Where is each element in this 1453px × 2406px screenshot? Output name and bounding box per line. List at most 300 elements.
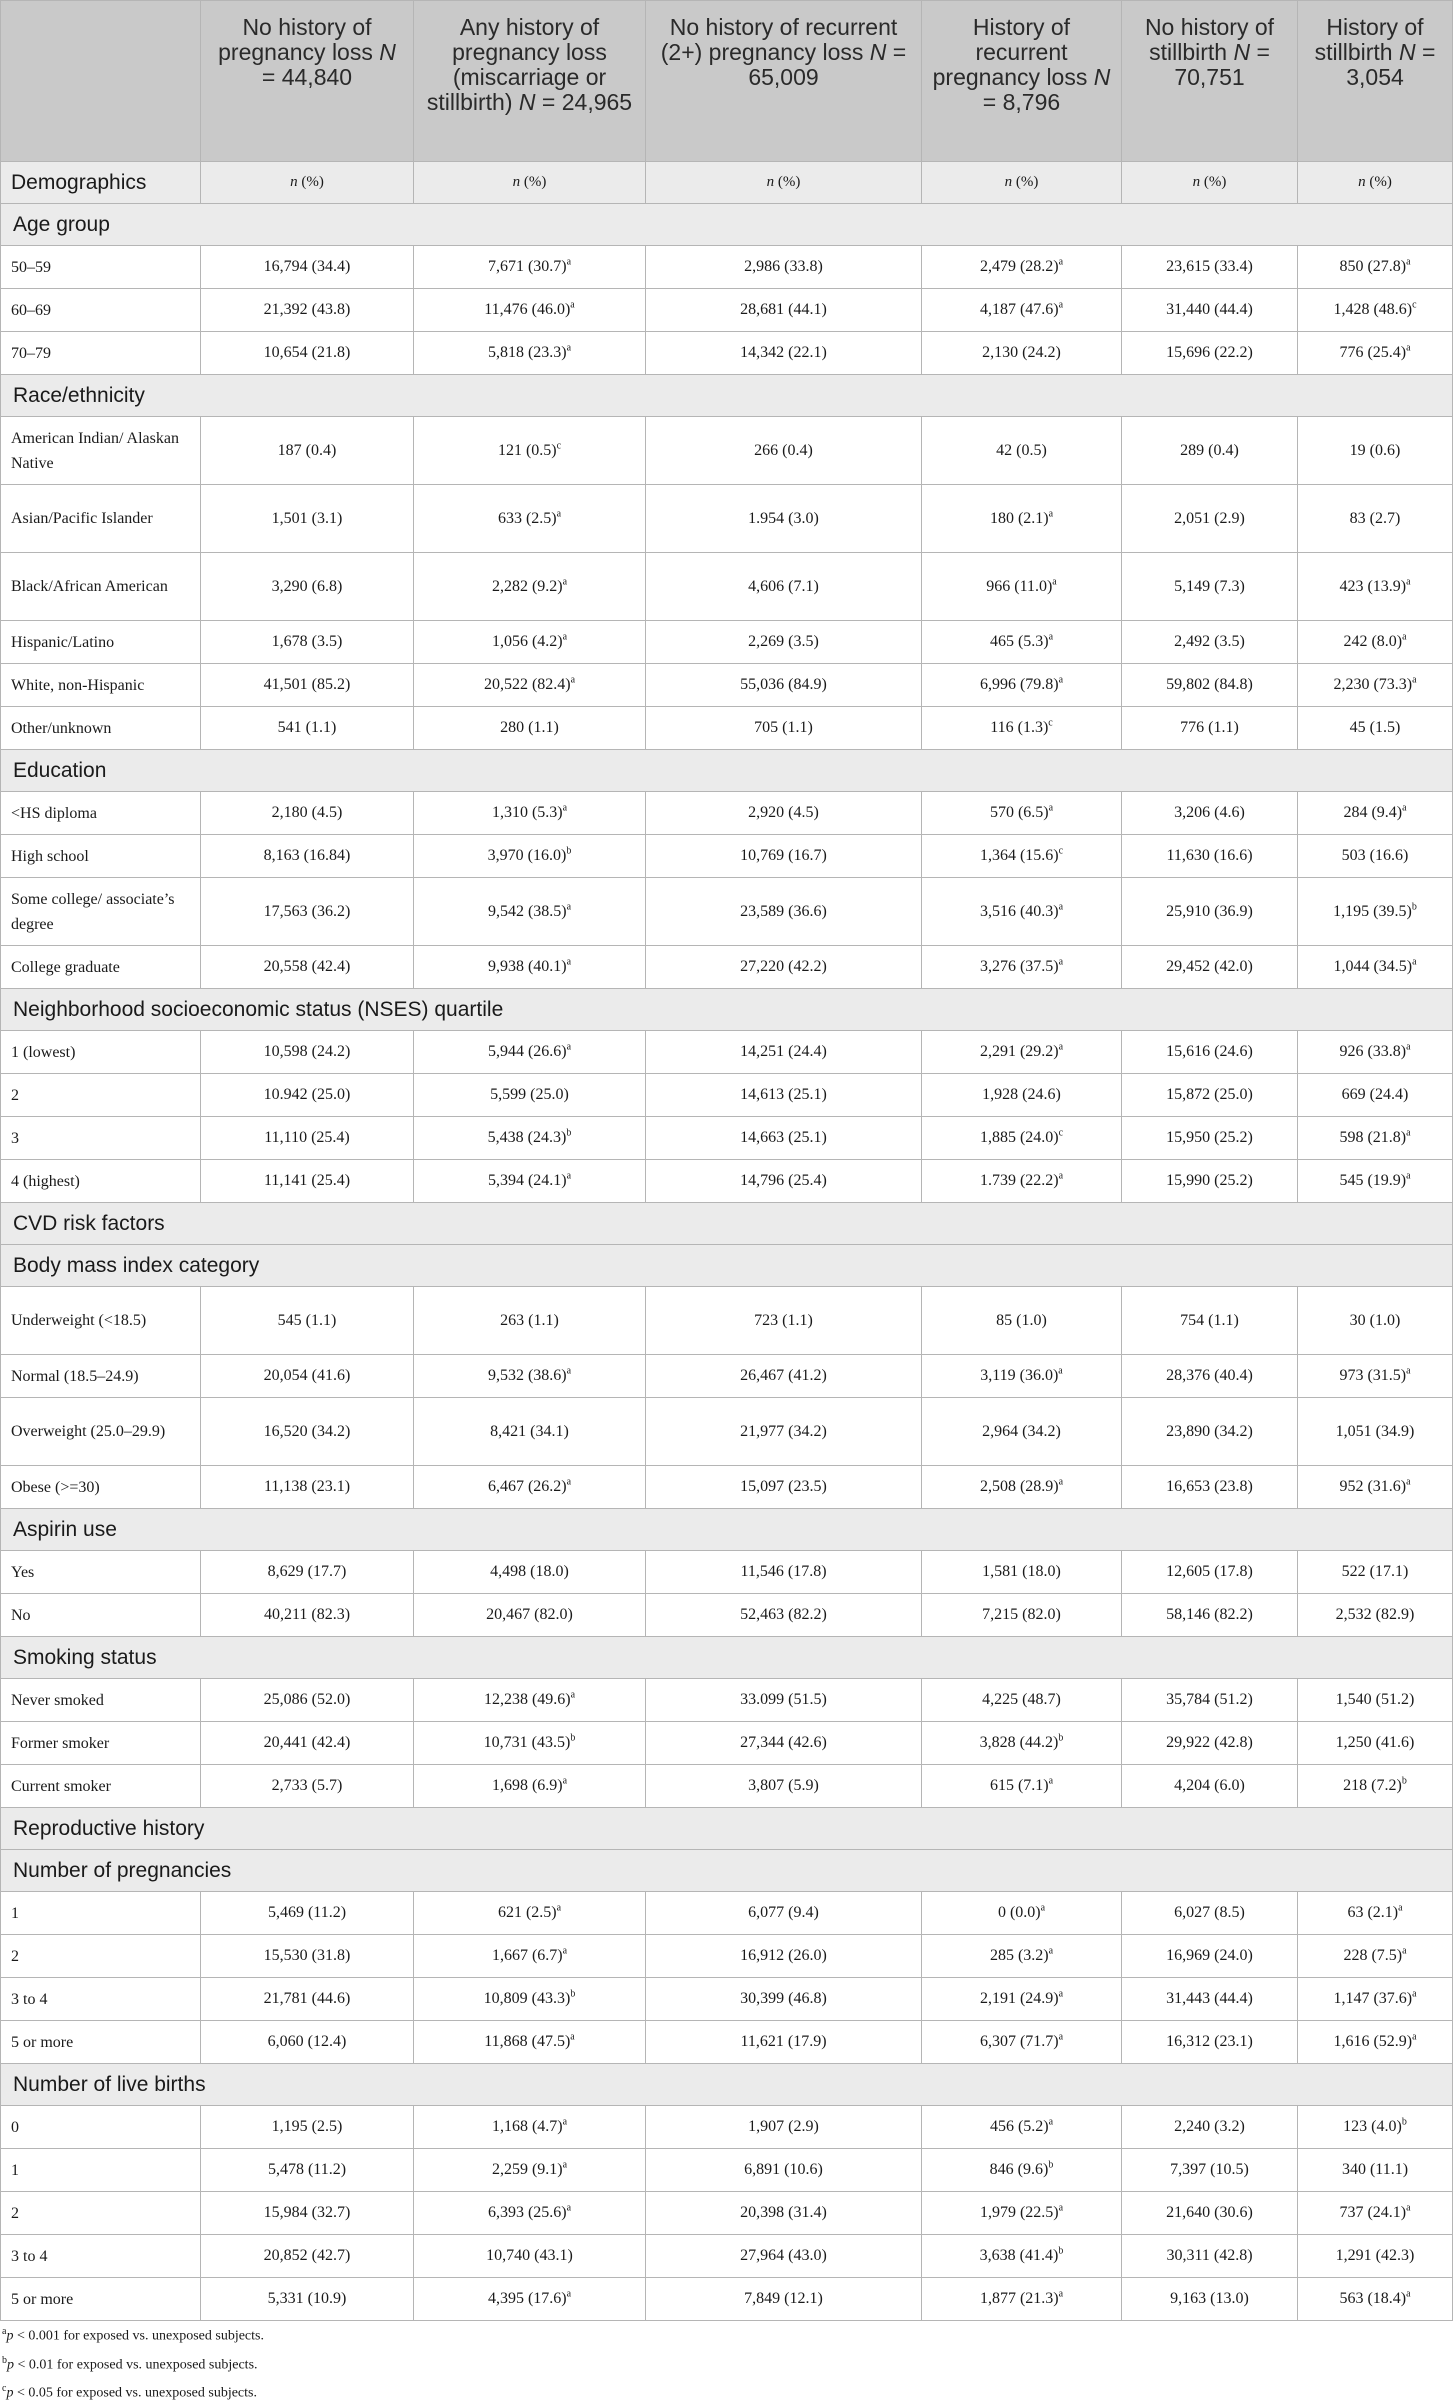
value-cell bbox=[1298, 2235, 1453, 2278]
value-cell bbox=[922, 2192, 1122, 2235]
value-cell bbox=[1298, 1160, 1453, 1203]
significance-mark: c bbox=[1058, 1127, 1064, 1139]
table-row bbox=[1, 1466, 1453, 1509]
cell-value: 2,479 (28.2) bbox=[979, 258, 1059, 275]
section-row bbox=[1, 204, 1453, 246]
table-row bbox=[1, 946, 1453, 989]
cell-value: 29,922 (42.8) bbox=[1166, 1734, 1253, 1751]
value-cell bbox=[646, 835, 922, 878]
significance-mark: a bbox=[1406, 2288, 1411, 2300]
cell-value: 2,492 (3.5) bbox=[1174, 633, 1245, 650]
cell-value: 1,044 (34.5) bbox=[1333, 958, 1413, 975]
value-cell bbox=[201, 2021, 414, 2064]
value-cell bbox=[1122, 1074, 1298, 1117]
value-cell bbox=[1122, 2192, 1298, 2235]
cell-value: 266 (0.4) bbox=[754, 441, 813, 459]
significance-mark: a bbox=[1058, 2202, 1064, 2214]
cell-value: 19 (0.6) bbox=[1349, 441, 1401, 459]
value-cell bbox=[1298, 417, 1453, 485]
cell-value: 55,036 (84.9) bbox=[740, 676, 827, 693]
table-row bbox=[1, 2192, 1453, 2235]
value-cell bbox=[1122, 621, 1298, 664]
value-cell bbox=[1122, 2149, 1298, 2192]
cell-value: 16,794 (34.4) bbox=[263, 258, 351, 275]
cell-value: 11,138 (23.1) bbox=[263, 1478, 351, 1495]
value-cell bbox=[414, 1074, 646, 1117]
value-cell bbox=[201, 1765, 414, 1808]
subheader-n-pct bbox=[922, 162, 1122, 204]
significance-mark: a bbox=[1402, 631, 1407, 643]
n-symbol: n bbox=[1004, 174, 1013, 190]
cell-value: 1,979 (22.5) bbox=[979, 2204, 1059, 2221]
column-n-value: = 70,751 bbox=[1174, 39, 1270, 90]
cell-value: 20,441 (42.4) bbox=[263, 1734, 351, 1751]
value-cell bbox=[646, 1287, 922, 1355]
value-cell bbox=[646, 1551, 922, 1594]
value-cell bbox=[646, 2278, 922, 2321]
n-symbol: n bbox=[1358, 174, 1366, 190]
table-row bbox=[1, 1287, 1453, 1355]
footnote-mark: c bbox=[2, 2383, 7, 2395]
significance-mark: a bbox=[566, 1476, 572, 1488]
significance-mark: a bbox=[1406, 1127, 1411, 1139]
row-label: 1 bbox=[1, 2149, 201, 2192]
row-label: Yes bbox=[1, 1551, 201, 1594]
cell-value: 180 (2.1) bbox=[989, 509, 1049, 527]
value-cell bbox=[1122, 1722, 1298, 1765]
value-cell bbox=[1298, 1594, 1453, 1637]
significance-mark: a bbox=[1058, 1041, 1064, 1053]
cell-value: 242 (8.0) bbox=[1343, 633, 1403, 650]
cell-value: 116 (1.3) bbox=[990, 719, 1049, 736]
table-row bbox=[1, 1355, 1453, 1398]
value-cell bbox=[646, 1466, 922, 1509]
cell-value: 633 (2.5) bbox=[497, 509, 557, 527]
table-row bbox=[1, 2278, 1453, 2321]
value-cell bbox=[1298, 553, 1453, 621]
row-label: High school bbox=[1, 835, 201, 878]
subheader-label: Demographics bbox=[1, 162, 201, 204]
cell-value: 9,938 (40.1) bbox=[487, 958, 567, 975]
column-header-label: Any history of pregnancy loss (miscarriage or stillbirth) bbox=[426, 14, 607, 115]
column-header-1 bbox=[201, 1, 414, 162]
cell-value: 966 (11.0) bbox=[986, 577, 1053, 595]
cell-value: 83 (2.7) bbox=[1349, 509, 1401, 527]
cell-value: 23,589 (36.6) bbox=[740, 902, 827, 920]
pct-symbol: (%) bbox=[1012, 174, 1039, 190]
cell-value: 846 (9.6) bbox=[989, 2161, 1049, 2178]
value-cell bbox=[1122, 332, 1298, 375]
table-row bbox=[1, 1978, 1453, 2021]
value-cell bbox=[1122, 664, 1298, 707]
cell-value: 1,907 (2.9) bbox=[748, 2118, 819, 2135]
table-row bbox=[1, 1892, 1453, 1935]
value-cell bbox=[201, 2149, 414, 2192]
table-row bbox=[1, 664, 1453, 707]
cell-value: 11,630 (16.6) bbox=[1166, 847, 1253, 864]
significance-mark: a bbox=[1040, 1902, 1046, 1914]
cell-value: 705 (1.1) bbox=[754, 719, 813, 736]
value-cell bbox=[1298, 485, 1453, 553]
value-cell bbox=[201, 2278, 414, 2321]
significance-mark: b bbox=[1411, 901, 1417, 913]
value-cell bbox=[1122, 1978, 1298, 2021]
cell-value: 1,195 (2.5) bbox=[271, 2118, 343, 2135]
cell-value: 85 (1.0) bbox=[996, 1311, 1047, 1329]
value-cell bbox=[646, 289, 922, 332]
value-cell bbox=[922, 2106, 1122, 2149]
value-cell bbox=[1122, 1031, 1298, 1074]
row-label: Overweight (25.0–29.9) bbox=[1, 1398, 201, 1466]
section-label: Aspirin use bbox=[1, 1509, 1453, 1551]
value-cell bbox=[201, 1551, 414, 1594]
row-label: Former smoker bbox=[1, 1722, 201, 1765]
value-cell bbox=[1298, 246, 1453, 289]
significance-mark: a bbox=[1412, 1988, 1417, 2000]
cell-value: 6,996 (79.8) bbox=[979, 676, 1059, 693]
value-cell bbox=[922, 1551, 1122, 1594]
value-cell bbox=[646, 1978, 922, 2021]
cell-value: 5,394 (24.1) bbox=[487, 1172, 567, 1189]
cell-value: 25,910 (36.9) bbox=[1166, 902, 1253, 920]
table-row bbox=[1, 2235, 1453, 2278]
value-cell bbox=[922, 1031, 1122, 1074]
cell-value: 9,532 (38.6) bbox=[487, 1367, 567, 1384]
cell-value: 15,950 (25.2) bbox=[1166, 1129, 1253, 1146]
value-cell bbox=[1298, 2149, 1453, 2192]
cell-value: 545 (19.9) bbox=[1339, 1172, 1407, 1189]
pct-symbol: (%) bbox=[520, 174, 547, 190]
row-label: Underweight (<18.5) bbox=[1, 1287, 201, 1355]
value-cell bbox=[646, 1765, 922, 1808]
significance-mark: a bbox=[566, 256, 572, 268]
value-cell bbox=[201, 835, 414, 878]
cell-value: 16,520 (34.2) bbox=[263, 1422, 351, 1440]
value-cell bbox=[1298, 2192, 1453, 2235]
value-cell bbox=[414, 1722, 646, 1765]
table-row bbox=[1, 878, 1453, 946]
subheader-n-pct bbox=[1122, 162, 1298, 204]
cell-value: 15,984 (32.7) bbox=[263, 2204, 351, 2221]
cell-value: 9,542 (38.5) bbox=[487, 902, 567, 920]
cell-value: 1.739 (22.2) bbox=[979, 1172, 1059, 1189]
column-n-value: = 24,965 bbox=[535, 89, 633, 115]
value-cell bbox=[922, 2278, 1122, 2321]
column-n-label: N bbox=[1398, 39, 1416, 65]
value-cell bbox=[1122, 1117, 1298, 1160]
cell-value: 58,146 (82.2) bbox=[1166, 1606, 1253, 1623]
cell-value: 423 (13.9) bbox=[1339, 577, 1407, 595]
value-cell bbox=[1298, 2021, 1453, 2064]
value-cell bbox=[201, 1287, 414, 1355]
value-cell bbox=[414, 1551, 646, 1594]
value-cell bbox=[646, 1935, 922, 1978]
cell-value: 5,149 (7.3) bbox=[1174, 577, 1245, 595]
section-row bbox=[1, 1509, 1453, 1551]
column-header-label: History of recurrent pregnancy loss bbox=[932, 14, 1088, 90]
cell-value: 850 (27.8) bbox=[1339, 258, 1407, 275]
value-cell bbox=[1298, 792, 1453, 835]
significance-mark: a bbox=[1406, 2202, 1411, 2214]
cell-value: 11,546 (17.8) bbox=[740, 1563, 827, 1580]
row-label: 1 bbox=[1, 1892, 201, 1935]
cell-value: 14,613 (25.1) bbox=[740, 1086, 827, 1103]
column-header-row bbox=[1, 1, 1453, 162]
value-cell bbox=[646, 417, 922, 485]
significance-mark: a bbox=[1402, 1945, 1407, 1957]
cell-value: 3,807 (5.9) bbox=[748, 1777, 819, 1794]
row-label: Some college/ associate’s degree bbox=[1, 878, 201, 946]
value-cell bbox=[646, 2021, 922, 2064]
table-row bbox=[1, 1594, 1453, 1637]
section-label: Smoking status bbox=[1, 1637, 1453, 1679]
table-row bbox=[1, 707, 1453, 750]
significance-mark: a bbox=[566, 901, 572, 913]
significance-mark: a bbox=[562, 576, 568, 588]
significance-mark: a bbox=[556, 508, 562, 520]
cell-value: 20,852 (42.7) bbox=[263, 2247, 351, 2264]
cell-value: 10,598 (24.2) bbox=[263, 1043, 351, 1060]
cell-value: 5,818 (23.3) bbox=[487, 344, 567, 361]
cell-value: 1,667 (6.7) bbox=[491, 1947, 563, 1964]
significance-mark: a bbox=[1058, 299, 1064, 311]
cell-value: 15,990 (25.2) bbox=[1166, 1172, 1253, 1189]
value-cell bbox=[646, 2192, 922, 2235]
value-cell bbox=[201, 946, 414, 989]
significance-mark: a bbox=[566, 1365, 572, 1377]
value-cell bbox=[1122, 2021, 1298, 2064]
column-header-label: No history of pregnancy loss bbox=[218, 14, 373, 65]
value-cell bbox=[1298, 1679, 1453, 1722]
column-n-label: N bbox=[1233, 39, 1251, 65]
value-cell bbox=[201, 621, 414, 664]
value-cell bbox=[922, 1466, 1122, 1509]
value-cell bbox=[201, 2106, 414, 2149]
footnote bbox=[2, 2377, 264, 2406]
footnote-mark: b bbox=[2, 2354, 7, 2366]
value-cell bbox=[1298, 1466, 1453, 1509]
value-cell bbox=[646, 246, 922, 289]
table-row bbox=[1, 1935, 1453, 1978]
value-cell bbox=[1122, 417, 1298, 485]
significance-mark: a bbox=[570, 674, 576, 686]
cell-value: 1,616 (52.9) bbox=[1333, 2033, 1413, 2050]
value-cell bbox=[646, 1160, 922, 1203]
significance-mark: a bbox=[1058, 2031, 1064, 2043]
significance-mark: a bbox=[562, 802, 568, 814]
significance-mark: a bbox=[1048, 2116, 1054, 2128]
value-cell bbox=[922, 1892, 1122, 1935]
table-row bbox=[1, 1398, 1453, 1466]
section-row bbox=[1, 750, 1453, 792]
row-label: Other/unknown bbox=[1, 707, 201, 750]
value-cell bbox=[201, 1679, 414, 1722]
row-label: 60–69 bbox=[1, 289, 201, 332]
value-cell bbox=[1298, 1117, 1453, 1160]
section-label: Race/ethnicity bbox=[1, 375, 1453, 417]
value-cell bbox=[646, 1892, 922, 1935]
value-cell bbox=[414, 1355, 646, 1398]
value-cell bbox=[1298, 621, 1453, 664]
section-label: Age group bbox=[1, 204, 1453, 246]
value-cell bbox=[1122, 246, 1298, 289]
section-row bbox=[1, 1808, 1453, 1850]
footnotes bbox=[2, 2320, 264, 2406]
section-row bbox=[1, 2064, 1453, 2106]
cell-value: 2,508 (28.9) bbox=[979, 1478, 1059, 1495]
value-cell bbox=[1122, 485, 1298, 553]
table-row bbox=[1, 792, 1453, 835]
cell-value: 2,230 (73.3) bbox=[1333, 676, 1413, 693]
value-cell bbox=[1298, 878, 1453, 946]
cell-value: 5,944 (26.6) bbox=[487, 1043, 567, 1060]
value-cell bbox=[201, 417, 414, 485]
value-cell bbox=[414, 1466, 646, 1509]
value-cell bbox=[922, 1679, 1122, 1722]
value-cell bbox=[1122, 707, 1298, 750]
value-cell bbox=[1122, 878, 1298, 946]
value-cell bbox=[1298, 664, 1453, 707]
value-cell bbox=[922, 946, 1122, 989]
row-label: 70–79 bbox=[1, 332, 201, 375]
table-row bbox=[1, 485, 1453, 553]
cell-value: 6,467 (26.2) bbox=[487, 1478, 567, 1495]
significance-mark: a bbox=[1058, 1170, 1064, 1182]
value-cell bbox=[414, 289, 646, 332]
row-label: Black/African American bbox=[1, 553, 201, 621]
cell-value: 3,638 (41.4) bbox=[979, 2247, 1059, 2264]
significance-mark: a bbox=[566, 1041, 572, 1053]
value-cell bbox=[1298, 1765, 1453, 1808]
value-cell bbox=[201, 1117, 414, 1160]
value-cell bbox=[201, 792, 414, 835]
value-cell bbox=[414, 2278, 646, 2321]
significance-mark: b bbox=[570, 1988, 576, 2000]
cell-value: 4,395 (17.6) bbox=[487, 2290, 567, 2307]
value-cell bbox=[201, 1722, 414, 1765]
value-cell bbox=[1298, 1355, 1453, 1398]
cell-value: 14,663 (25.1) bbox=[740, 1129, 827, 1146]
cell-value: 1,051 (34.9) bbox=[1335, 1422, 1415, 1440]
value-cell bbox=[922, 485, 1122, 553]
value-cell bbox=[1298, 2106, 1453, 2149]
row-label: 1 (lowest) bbox=[1, 1031, 201, 1074]
value-cell bbox=[646, 664, 922, 707]
pct-symbol: (%) bbox=[1365, 174, 1392, 190]
row-label: 4 (highest) bbox=[1, 1160, 201, 1203]
cell-value: 545 (1.1) bbox=[277, 1311, 337, 1329]
row-label: 0 bbox=[1, 2106, 201, 2149]
significance-mark: a bbox=[570, 299, 575, 311]
cell-value: 340 (11.1) bbox=[1341, 2161, 1409, 2178]
section-row bbox=[1, 375, 1453, 417]
value-cell bbox=[1298, 1398, 1453, 1466]
cell-value: 1,581 (18.0) bbox=[982, 1563, 1061, 1580]
significance-mark: a bbox=[1058, 956, 1064, 968]
cell-value: 621 (2.5) bbox=[497, 1904, 557, 1921]
value-cell bbox=[201, 1594, 414, 1637]
row-label: 3 to 4 bbox=[1, 1978, 201, 2021]
row-label: Never smoked bbox=[1, 1679, 201, 1722]
cell-value: 31,443 (44.4) bbox=[1166, 1990, 1253, 2007]
cell-value: 21,392 (43.8) bbox=[263, 301, 351, 318]
cell-value: 7,215 (82.0) bbox=[982, 1606, 1061, 1623]
table-row bbox=[1, 553, 1453, 621]
cell-value: 5,478 (11.2) bbox=[267, 2161, 347, 2178]
value-cell bbox=[922, 835, 1122, 878]
significance-mark: a bbox=[1058, 1988, 1064, 2000]
value-cell bbox=[414, 621, 646, 664]
cell-value: 42 (0.5) bbox=[996, 441, 1047, 459]
row-label: Current smoker bbox=[1, 1765, 201, 1808]
value-cell bbox=[1122, 946, 1298, 989]
cell-value: 754 (1.1) bbox=[1180, 1311, 1239, 1329]
value-cell bbox=[922, 2149, 1122, 2192]
cell-value: 1,885 (24.0) bbox=[979, 1129, 1059, 1146]
value-cell bbox=[201, 707, 414, 750]
value-cell bbox=[1298, 946, 1453, 989]
value-cell bbox=[646, 1722, 922, 1765]
cell-value: 456 (5.2) bbox=[989, 2118, 1049, 2135]
cell-value: 187 (0.4) bbox=[277, 441, 337, 459]
cell-value: 9,163 (13.0) bbox=[1170, 2290, 1249, 2307]
cell-value: 1,540 (51.2) bbox=[1335, 1691, 1415, 1708]
value-cell bbox=[414, 1935, 646, 1978]
value-cell bbox=[414, 707, 646, 750]
value-cell bbox=[414, 2235, 646, 2278]
value-cell bbox=[922, 246, 1122, 289]
cell-value: 15,616 (24.6) bbox=[1166, 1043, 1253, 1060]
section-label: Number of pregnancies bbox=[1, 1850, 1453, 1892]
cell-value: 26,467 (41.2) bbox=[740, 1367, 827, 1384]
cell-value: 1,147 (37.6) bbox=[1333, 1990, 1413, 2007]
cell-value: 10,769 (16.7) bbox=[740, 847, 827, 864]
cell-value: 52,463 (82.2) bbox=[740, 1606, 827, 1623]
value-cell bbox=[922, 332, 1122, 375]
value-cell bbox=[414, 1892, 646, 1935]
column-header-label: History of stillbirth bbox=[1314, 14, 1424, 65]
cell-value: 1,364 (15.6) bbox=[979, 847, 1059, 864]
cell-value: 15,530 (31.8) bbox=[263, 1947, 351, 1964]
section-row bbox=[1, 1637, 1453, 1679]
cell-value: 669 (24.4) bbox=[1341, 1086, 1409, 1103]
significance-mark: c bbox=[1058, 845, 1064, 857]
value-cell bbox=[201, 1355, 414, 1398]
row-label: Normal (18.5–24.9) bbox=[1, 1355, 201, 1398]
table-row bbox=[1, 246, 1453, 289]
cell-value: 16,312 (23.1) bbox=[1166, 2033, 1253, 2050]
footnote-p: p bbox=[6, 2385, 14, 2401]
row-label: Asian/Pacific Islander bbox=[1, 485, 201, 553]
value-cell bbox=[922, 707, 1122, 750]
cell-value: 776 (25.4) bbox=[1339, 344, 1407, 361]
significance-mark: a bbox=[566, 2202, 572, 2214]
value-cell bbox=[922, 1765, 1122, 1808]
cell-value: 28,681 (44.1) bbox=[740, 301, 827, 318]
significance-mark: b bbox=[566, 1127, 572, 1139]
value-cell bbox=[1122, 553, 1298, 621]
cell-value: 5,438 (24.3) bbox=[487, 1129, 567, 1146]
significance-mark: a bbox=[1406, 1476, 1411, 1488]
table-row bbox=[1, 835, 1453, 878]
significance-mark: b bbox=[1401, 2116, 1407, 2128]
cell-value: 1,168 (4.7) bbox=[491, 2118, 563, 2135]
footnote bbox=[2, 2349, 264, 2378]
cell-value: 1,501 (3.1) bbox=[271, 509, 343, 527]
cell-value: 12,605 (17.8) bbox=[1166, 1563, 1253, 1580]
significance-mark: c bbox=[1048, 717, 1053, 729]
significance-mark: a bbox=[1048, 508, 1054, 520]
